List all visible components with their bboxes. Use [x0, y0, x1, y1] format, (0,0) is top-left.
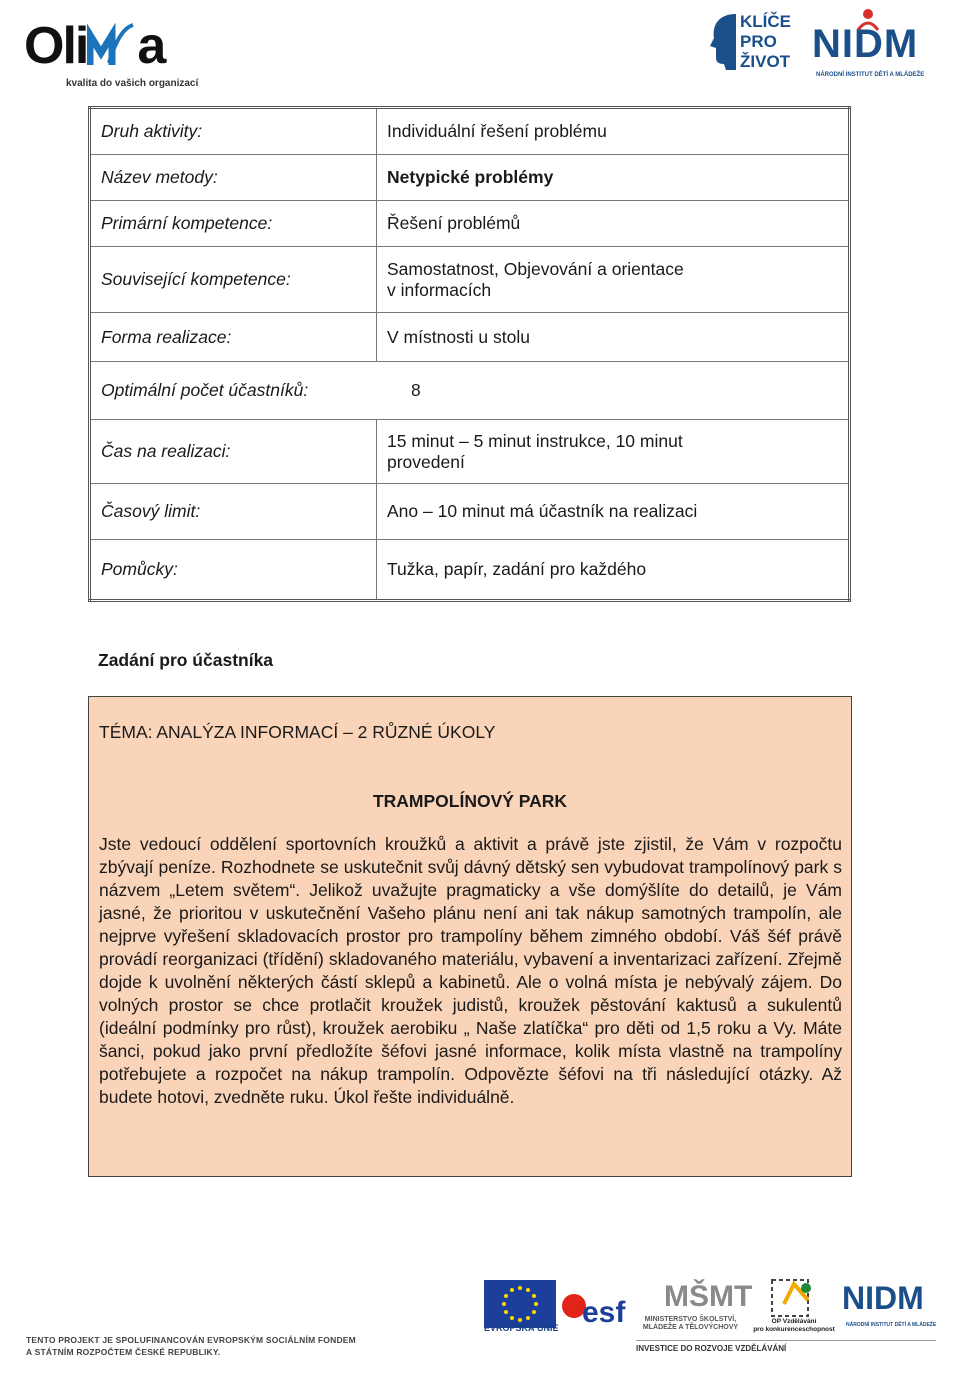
info-row	[90, 540, 850, 601]
esf-logo-icon	[560, 1278, 630, 1334]
olima-logo-word-b: a	[137, 17, 165, 75]
info-value	[377, 247, 850, 313]
msmt-line: MLÁDEŽE A TĚLOVÝCHOVY	[642, 1324, 739, 1331]
activity-info-table	[88, 106, 851, 602]
info-value: V místnosti u stolu	[377, 313, 850, 362]
info-label: Primární kompetence:	[90, 201, 377, 247]
info-value-line: v informacích	[387, 279, 492, 300]
funding-line: TENTO PROJEKT JE SPOLUFINANCOVÁN EVROPSKÝM SOCIÁLNÍM FONDEM	[26, 1335, 356, 1345]
nidm-word: NIDM	[812, 22, 919, 66]
info-label: Název metody:	[90, 155, 377, 201]
klice-pro-zivot-logo	[708, 8, 803, 76]
msmt-caption	[628, 1316, 753, 1332]
klice-line2: PRO	[740, 32, 777, 51]
funding-statement	[26, 1334, 356, 1358]
info-row-span	[90, 362, 850, 420]
info-label: Optimální počet účastníků:	[101, 380, 309, 400]
klice-line1: KLÍČE	[740, 12, 791, 31]
info-row	[90, 247, 850, 313]
eu-label: EVROPSKÁ UNIE	[484, 1323, 559, 1333]
info-label: Časový limit:	[90, 484, 377, 540]
op-caption	[752, 1318, 836, 1334]
info-value: Tužka, papír, zadání pro každého	[377, 540, 850, 601]
nidm-bottom-word: NIDM	[842, 1280, 924, 1316]
info-label: Forma realizace:	[90, 313, 377, 362]
info-value: Řešení problémů	[377, 201, 850, 247]
nidm-logo-top	[812, 8, 932, 82]
olima-m-icon	[87, 23, 137, 67]
klice-line3: ŽIVOT	[740, 52, 791, 71]
info-value-line: 15 minut – 5 minut instrukce, 10 minut	[387, 430, 683, 451]
investice-slogan: INVESTICE DO ROZVOJE VZDĚLÁVÁNÍ	[636, 1344, 787, 1353]
info-value: Individuální řešení problému	[377, 108, 850, 155]
info-value	[377, 420, 850, 484]
olima-logo	[24, 4, 199, 90]
op-line: pro konkurenceschopnost	[753, 1326, 835, 1333]
msmt-emblem-icon	[660, 1270, 755, 1314]
task-title: TRAMPOLÍNOVÝ PARK	[372, 791, 568, 811]
info-value: Netypické problémy	[377, 155, 850, 201]
info-row	[90, 420, 850, 484]
olima-logo-word-a: Oli	[24, 17, 88, 75]
footer-divider	[636, 1340, 936, 1341]
info-value: Ano – 10 minut má účastník na realizaci	[377, 484, 850, 540]
info-label: Související kompetence:	[90, 247, 377, 313]
nidm-logo-bottom	[842, 1276, 942, 1336]
info-value: 8	[411, 380, 421, 400]
info-label: Čas na realizaci:	[90, 420, 377, 484]
info-value-line: Samostatnost, Objevování a orientace	[387, 258, 684, 279]
task-box	[88, 696, 852, 1177]
info-label: Druh aktivity:	[90, 108, 377, 155]
info-row	[90, 155, 850, 201]
msmt-word: MŠMT	[664, 1280, 753, 1313]
assignment-heading: Zadání pro účastníka	[98, 650, 274, 670]
info-label: Pomůcky:	[90, 540, 377, 601]
olima-tagline: kvalita do vašich organizací	[66, 78, 199, 89]
task-theme: TÉMA: ANALÝZA INFORMACÍ – 2 RŮZNÉ ÚKOLY	[99, 722, 496, 742]
head-profile-icon	[708, 12, 740, 72]
task-text: Jste vedoucí oddělení sportovních kroužků a aktivit a právě jste zjistil, že Vám v rozpočtu zbývají peníze. Rozhodnete se uskutečnit svůj dávný dětský sen vybudovat trampolínový park s názvem „Letem světem“. Jelikož uvažujte pragmaticky a vše domýšlíte do detailů, je Vám jasné, že prioritou v uskutečnění Vašeho plánu není ani tak nákup samotných trampolín, ale nejprve vyřešení skladovacích prostor pro trampolíny během zimného období. Váš šéf právě provádí reorganizaci (třídění) skladovaného materiálu, vybavení a inventarizaci zařízení. Zřejmě dojde k uvolnění některých částí sklepů a kabinetů. Ale o volná místa je nebývalý zájem. Do volných prostor se chce protlačit kroužek judistů, kroužek pěstování kaktusů a sukulentů (ideální podmínky pro růst), kroužek aerobiku „ Naše zlatíčka“ pro děti od 1,5 roku a Vy. Máte šanci, pokud jako první předložíte šéfovi jasné informace, kolik místa vlastně na trampolíny potřebujete a rozpočet na nákup trampolín. Odpovězte šéfovi na tři následující otázky. Až budete hotovi, zvedněte ruku. Úkol řešte individuálně.	[99, 834, 842, 1107]
nidm-subtitle: NÁRODNÍ INSTITUT DĚTÍ A MLÁDEŽE	[816, 72, 925, 78]
info-row	[90, 201, 850, 247]
op-line: OP Vzdělávání	[771, 1318, 817, 1325]
nidm-bottom-subtitle: NÁRODNÍ INSTITUT DĚTÍ A MLÁDEŽE	[846, 1322, 937, 1328]
info-row	[90, 484, 850, 540]
funding-line: A STÁTNÍM ROZPOČTEM ČESKÉ REPUBLIKY.	[26, 1347, 221, 1357]
info-row	[90, 108, 850, 155]
msmt-line: MINISTERSTVO ŠKOLSTVÍ,	[644, 1316, 737, 1323]
esf-label: esf	[582, 1296, 626, 1329]
info-row	[90, 313, 850, 362]
info-value-line: provedení	[387, 451, 465, 472]
